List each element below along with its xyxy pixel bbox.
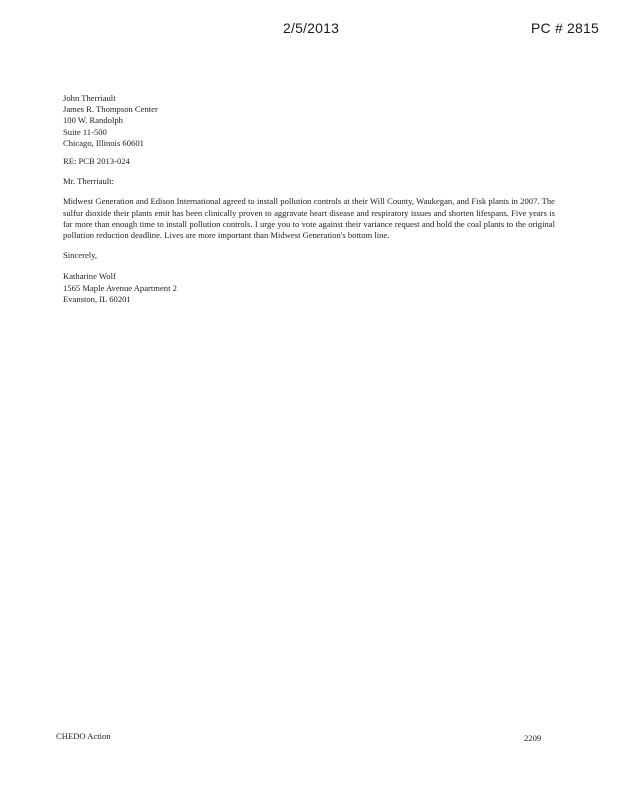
recipient-building: James R. Thompson Center	[63, 104, 158, 115]
document-date: 2/5/2013	[283, 20, 340, 36]
footer-source: CHEDO Action	[56, 731, 111, 741]
body-paragraph: Midwest Generation and Edison International agreed to install pollution controls at their Will County, Waukegan, and Fisk plants in 2007. The sulfur dioxide their plants emit has been clinically proven to aggravate heart disease and respiratory issues and shorten lifespans. Five years is far more than enough time to install pollution controls. I urge you to vote against their variance request and hold the coal plants to the original pollution reduction deadline. Lives are more important than Midwest Generation's bottom line.	[63, 196, 555, 241]
signature-block	[63, 271, 555, 305]
page-number: 2209	[524, 733, 542, 743]
sender-street: 1565 Maple Avenue Apartment 2	[63, 282, 177, 293]
pc-number: PC # 2815	[531, 20, 599, 36]
letter-body	[63, 93, 555, 305]
closing: Sincerely,	[63, 250, 98, 261]
recipient-city: Chicago, Illinois 60601	[63, 137, 144, 148]
recipient-suite: Suite 11-500	[63, 126, 107, 137]
sender-name: Katharine Wolf	[63, 271, 116, 282]
re-line: RE: PCB 2013-024	[63, 156, 130, 167]
recipient-name: John Therriault	[63, 93, 116, 103]
recipient-address	[63, 93, 555, 149]
sender-city: Evanston, IL 60201	[63, 293, 131, 304]
salutation: Mr. Therriault:	[63, 176, 114, 187]
recipient-street: 100 W. Randolph	[63, 115, 123, 126]
